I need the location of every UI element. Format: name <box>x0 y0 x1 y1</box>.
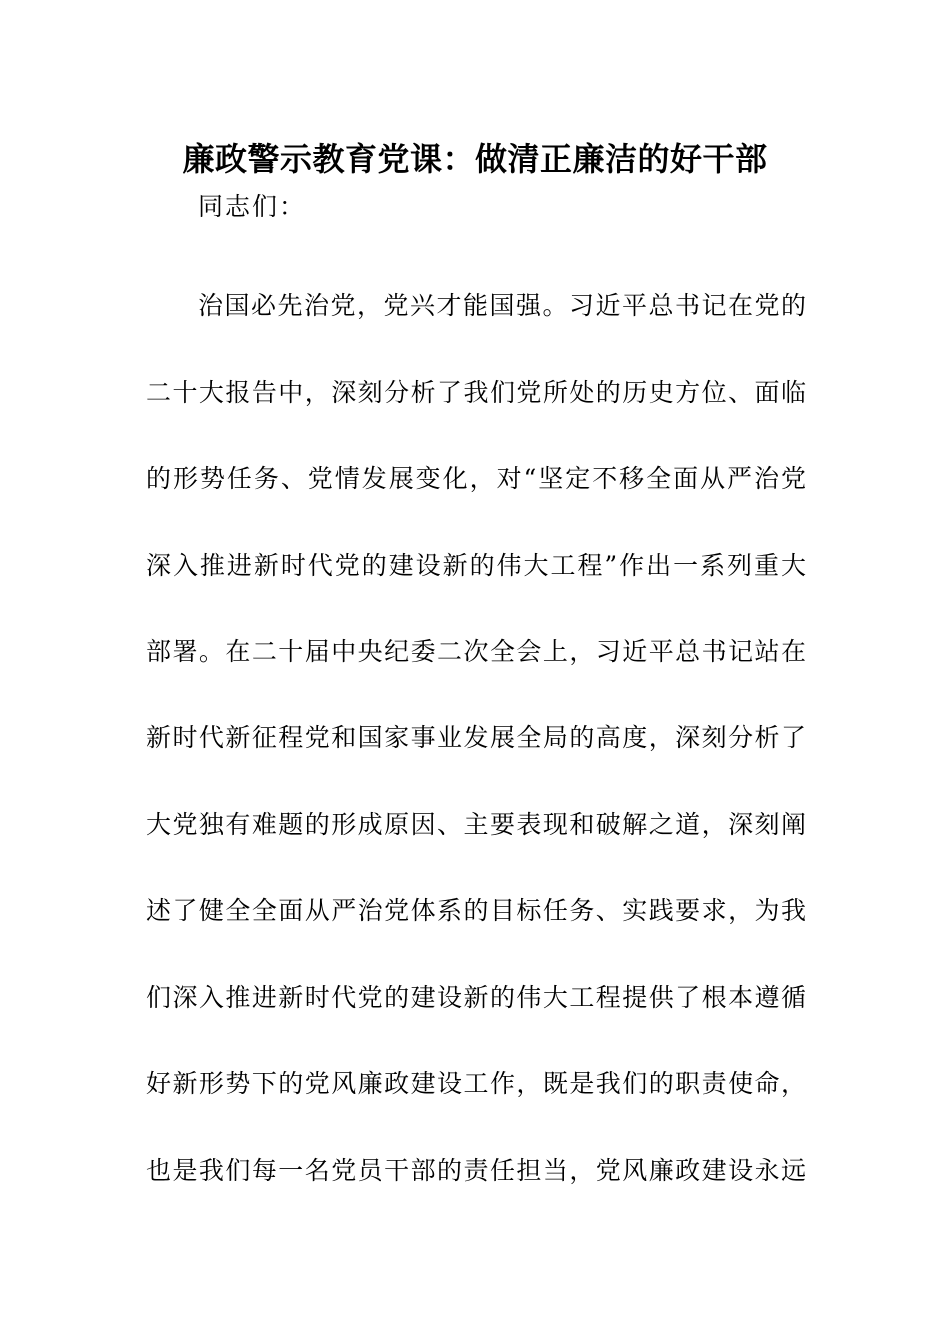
body-line-2: 二十大报告中，深刻分析了我们党所处的历史方位、面临 <box>146 378 806 407</box>
body-line-10: 好新形势下的党风廉政建设工作，既是我们的职责使命， <box>146 1069 806 1098</box>
body-line-11: 也是我们每一名党员干部的责任担当，党风廉政建设永远 <box>146 1156 806 1185</box>
body-line-9: 们深入推进新时代党的建设新的伟大工程提供了根本遵循 <box>146 983 806 1012</box>
body-line-4: 深入推进新时代党的建设新的伟大工程”作出一系列重大 <box>146 551 806 580</box>
body-line-5: 部署。在二十届中央纪委二次全会上，习近平总书记站在 <box>146 637 806 666</box>
document-title: 廉政警示教育党课：做清正廉洁的好干部 <box>182 140 768 178</box>
body-line-1: 治国必先治党，党兴才能国强。习近平总书记在党的 <box>198 291 806 320</box>
body-line-7: 大党独有难题的形成原因、主要表现和破解之道，深刻阐 <box>146 810 806 839</box>
body-line-3: 的形势任务、党情发展变化，对“坚定不移全面从严治党 <box>146 464 806 493</box>
salutation: 同志们： <box>198 192 307 221</box>
body-line-8: 述了健全全面从严治党体系的目标任务、实践要求，为我 <box>146 896 806 925</box>
body-line-6: 新时代新征程党和国家事业发展全局的高度，深刻分析了 <box>146 723 806 752</box>
